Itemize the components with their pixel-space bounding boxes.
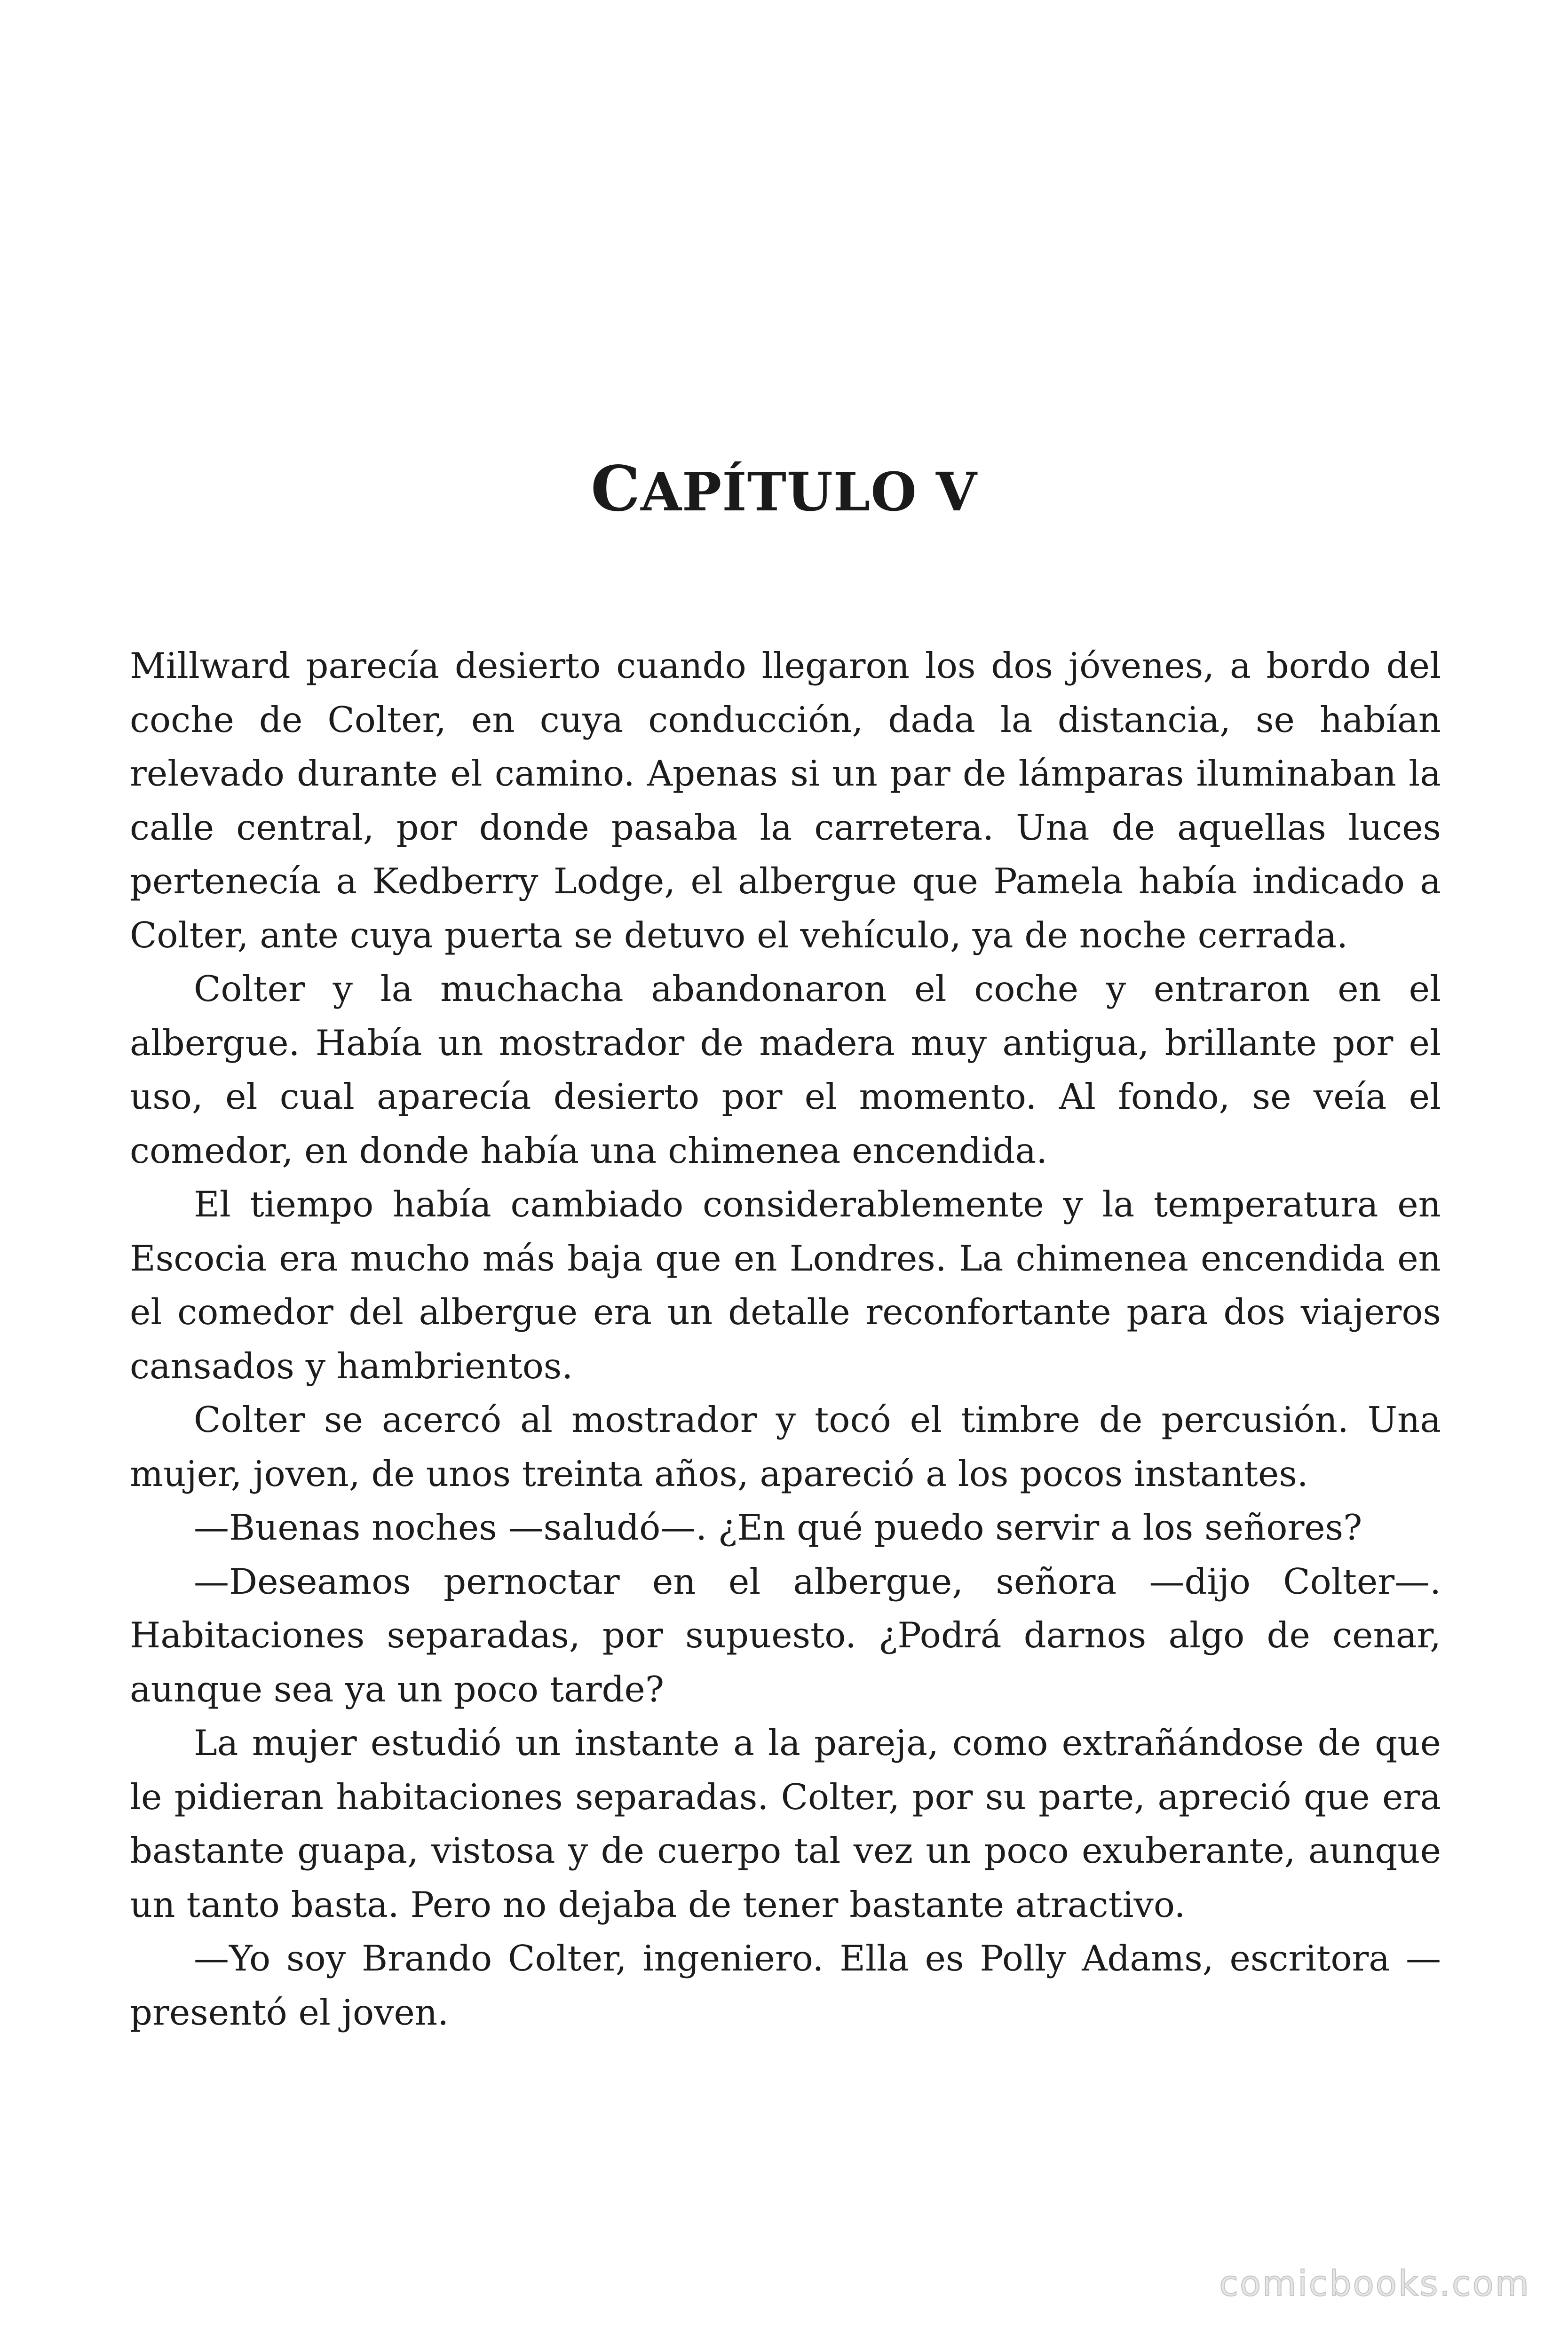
paragraph: —Buenas noches —saludó—. ¿En qué puedo servir a los señores?	[194, 1507, 1362, 1548]
paragraph: —Yo soy Brando Colter, ingeniero. Ella es Polly Adams, escritora —presentó el joven.	[130, 1938, 1441, 2033]
chapter-title-initial: C	[591, 453, 641, 525]
chapter-body	[130, 639, 1441, 2039]
paragraph: Colter se acercó al mostrador y tocó el timbre de percusión. Una mujer, joven, de unos treinta años, apareció a los pocos instantes.	[130, 1399, 1441, 1494]
paragraph: La mujer estudió un instante a la pareja, como extrañándose de que le pidieran habitaciones separadas. Colter, por su parte, apreció que era bastante guapa, vistosa y de cuerpo tal vez un poco exuberante, aunque un tanto basta. Pero no dejaba de tener bastante atractivo.	[130, 1722, 1441, 1925]
watermark: comicbooks.com	[1219, 2264, 1530, 2304]
paragraph: —Deseamos pernoctar en el albergue, señora —dijo Colter—. Habitaciones separadas, por supuesto. ¿Podrá darnos algo de cenar, aunque sea ya un poco tarde?	[130, 1560, 1441, 1710]
paragraph: Colter y la muchacha abandonaron el coche y entraron en el albergue. Había un mostrador de madera muy antigua, brillante por el uso, el cual aparecía desierto por el momento. Al fondo, se veía el comedor, en donde había una chimenea encendida.	[130, 968, 1441, 1171]
paragraph: Millward parecía desierto cuando llegaron los dos jóvenes, a bordo del coche de Colter, en cuya conducción, dada la distancia, se habían relevado durante el camino. Apenas si un par de lámparas iluminaban la calle central, por donde pasaba la carretera. Una de aquellas luces pertenecía a Kedberry Lodge, el albergue que Pamela había indicado a Colter, ante cuya puerta se detuvo el vehículo, ya de noche cerrada.	[130, 645, 1441, 956]
paragraph: El tiempo había cambiado considerablemente y la temperatura en Escocia era mucho más baja que en Londres. La chimenea encendida en el comedor del albergue era un detalle reconfortante para dos viajeros cansados y hambrientos.	[130, 1184, 1441, 1387]
chapter-title	[0, 452, 1568, 530]
chapter-title-rest: APÍTULO V	[641, 461, 977, 523]
